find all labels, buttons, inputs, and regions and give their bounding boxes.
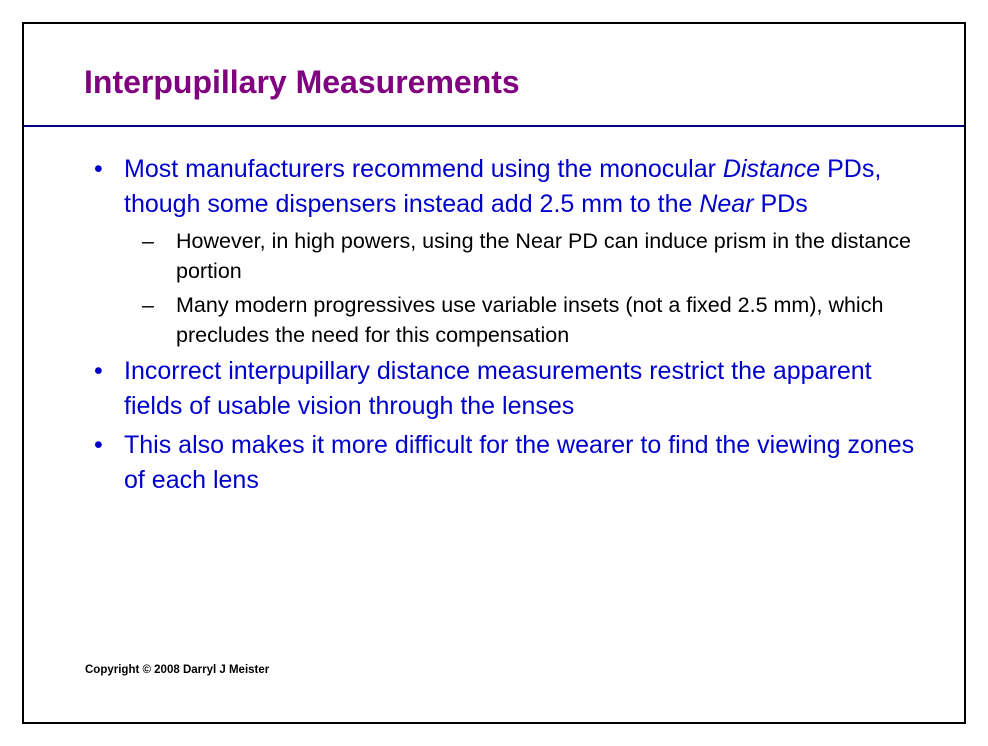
bullet-item: [94, 354, 934, 424]
bullet-item: [94, 152, 934, 222]
bullet-text-part: Most manufacturers recommend using the monocular: [124, 155, 723, 183]
dash-marker: –: [142, 229, 154, 253]
dash-marker: –: [142, 293, 154, 317]
bullet-text-emphasis: Near: [699, 190, 754, 218]
sub-bullet-item: [94, 226, 934, 286]
slide-body: [94, 152, 934, 502]
bullet-marker: •: [94, 155, 103, 183]
bullet-text-emphasis: Distance: [722, 155, 821, 183]
bullet-text-part: PDs: [753, 190, 808, 218]
copyright-footer: Copyright © 2008 Darryl J Meister: [85, 664, 270, 676]
slide-title: Interpupillary Measurements: [84, 64, 520, 100]
sub-bullet-text: Many modern progressives use variable insets (not a fixed 2.5 mm), which precludes the need for this compensation: [176, 293, 884, 347]
bullet-item: [94, 428, 934, 498]
bullet-marker: •: [94, 431, 103, 459]
sub-bullet-text: However, in high powers, using the Near PD can induce prism in the distance portion: [176, 229, 911, 283]
sub-bullet-item: [94, 290, 934, 350]
bullet-text: Incorrect interpupillary distance measurements restrict the apparent fields of usable vision through the lenses: [124, 357, 872, 420]
bullet-text: This also makes it more difficult for the wearer to find the viewing zones of each lens: [124, 431, 915, 494]
bullet-text-part: PDs, though some dispensers instead add 2.5 mm to the: [124, 155, 882, 218]
bullet-marker: •: [94, 357, 103, 385]
slide: [22, 22, 966, 724]
title-divider: [24, 125, 964, 127]
